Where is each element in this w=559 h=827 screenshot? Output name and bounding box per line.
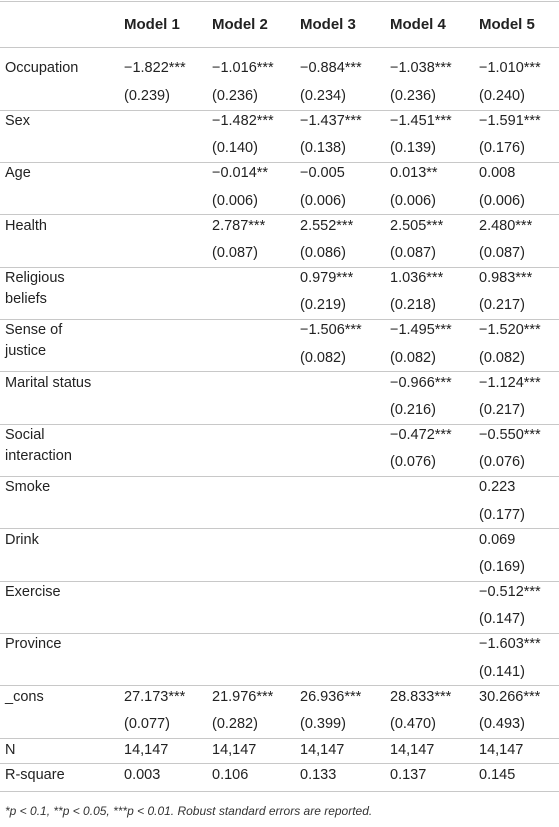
table-top-rule xyxy=(0,1,559,2)
column-header-model-3: Model 3 xyxy=(300,16,356,33)
row-divider xyxy=(0,685,559,686)
coef: 2.787*** xyxy=(212,218,266,234)
coef: 0.069 xyxy=(479,532,516,548)
coef: 0.979*** xyxy=(300,270,354,286)
row-label-occupation: Occupation xyxy=(5,60,79,76)
std-error: (0.087) xyxy=(479,245,525,261)
coef: −1.124*** xyxy=(479,375,541,391)
std-error: (0.216) xyxy=(390,402,436,418)
row-divider xyxy=(0,738,559,739)
column-header-model-1: Model 1 xyxy=(124,16,180,33)
coef: −0.884*** xyxy=(300,60,362,76)
std-error: (0.139) xyxy=(390,140,436,156)
coef: −1.451*** xyxy=(390,113,452,129)
coef: −1.591*** xyxy=(479,113,541,129)
std-error: (0.076) xyxy=(479,454,525,470)
std-error: (0.493) xyxy=(479,716,525,732)
std-error: (0.470) xyxy=(390,716,436,732)
coef: −1.038*** xyxy=(390,60,452,76)
std-error: (0.140) xyxy=(212,140,258,156)
coef: −1.016*** xyxy=(212,60,274,76)
header-rule xyxy=(0,47,559,48)
std-error: (0.138) xyxy=(300,140,346,156)
row-label-cons: _cons xyxy=(5,689,44,705)
stat-value: 0.133 xyxy=(300,767,337,783)
coef: 2.505*** xyxy=(390,218,444,234)
coef: −0.550*** xyxy=(479,427,541,443)
std-error: (0.147) xyxy=(479,611,525,627)
row-divider xyxy=(0,476,559,477)
std-error: (0.082) xyxy=(479,350,525,366)
column-header-model-4: Model 4 xyxy=(390,16,446,33)
coef: −1.603*** xyxy=(479,636,541,652)
std-error: (0.217) xyxy=(479,402,525,418)
std-error: (0.236) xyxy=(390,88,436,104)
coef: −0.014** xyxy=(212,165,269,181)
std-error: (0.077) xyxy=(124,716,170,732)
row-divider xyxy=(0,267,559,268)
row-label-religious-beliefs: Religious beliefs xyxy=(5,270,65,307)
coef: −0.512*** xyxy=(479,584,541,600)
row-divider xyxy=(0,162,559,163)
row-label-province: Province xyxy=(5,636,62,652)
row-label-sex: Sex xyxy=(5,113,30,129)
column-header-model-5: Model 5 xyxy=(479,16,535,33)
coef: −0.472*** xyxy=(390,427,452,443)
row-label-r-square: R-square xyxy=(5,767,65,783)
row-divider xyxy=(0,424,559,425)
stat-value: 0.137 xyxy=(390,767,427,783)
coef: −1.495*** xyxy=(390,322,452,338)
coef: 27.173*** xyxy=(124,689,186,705)
row-label-health: Health xyxy=(5,218,47,234)
coef: −1.520*** xyxy=(479,322,541,338)
coef: 2.552*** xyxy=(300,218,354,234)
std-error: (0.006) xyxy=(300,193,346,209)
std-error: (0.087) xyxy=(390,245,436,261)
std-error: (0.282) xyxy=(212,716,258,732)
std-error: (0.076) xyxy=(390,454,436,470)
row-label-drink: Drink xyxy=(5,532,39,548)
stat-value: 14,147 xyxy=(300,742,345,758)
table-footnote: *p < 0.1, **p < 0.05, ***p < 0.01. Robust standard errors are reported. xyxy=(5,804,373,818)
coef: 30.266*** xyxy=(479,689,541,705)
std-error: (0.006) xyxy=(479,193,525,209)
std-error: (0.236) xyxy=(212,88,258,104)
coef: 26.936*** xyxy=(300,689,362,705)
stat-value: 14,147 xyxy=(212,742,257,758)
row-divider xyxy=(0,110,559,111)
row-label-marital-status: Marital status xyxy=(5,375,92,391)
row-divider xyxy=(0,581,559,582)
row-divider xyxy=(0,214,559,215)
coef: 28.833*** xyxy=(390,689,452,705)
row-divider xyxy=(0,371,559,372)
stat-value: 14,147 xyxy=(124,742,169,758)
row-label-sense-of-justice: Sense of justice xyxy=(5,322,63,359)
std-error: (0.240) xyxy=(479,88,525,104)
coef: 1.036*** xyxy=(390,270,444,286)
std-error: (0.234) xyxy=(300,88,346,104)
row-label-n: N xyxy=(5,742,16,758)
column-header-model-2: Model 2 xyxy=(212,16,268,33)
std-error: (0.006) xyxy=(390,193,436,209)
coef: 0.008 xyxy=(479,165,516,181)
coef: −1.822*** xyxy=(124,60,186,76)
std-error: (0.219) xyxy=(300,297,346,313)
stat-value: 0.003 xyxy=(124,767,161,783)
coef: 2.480*** xyxy=(479,218,533,234)
coef: −0.005 xyxy=(300,165,345,181)
coef: 0.223 xyxy=(479,479,516,495)
std-error: (0.217) xyxy=(479,297,525,313)
stat-value: 14,147 xyxy=(390,742,435,758)
row-label-exercise: Exercise xyxy=(5,584,61,600)
coef: −1.482*** xyxy=(212,113,274,129)
row-divider xyxy=(0,528,559,529)
std-error: (0.177) xyxy=(479,507,525,523)
std-error: (0.006) xyxy=(212,193,258,209)
coef: 21.976*** xyxy=(212,689,274,705)
coef: 0.013** xyxy=(390,165,438,181)
row-label-social-interaction: Social interaction xyxy=(5,427,72,464)
std-error: (0.169) xyxy=(479,559,525,575)
row-divider xyxy=(0,319,559,320)
row-divider xyxy=(0,763,559,764)
std-error: (0.218) xyxy=(390,297,436,313)
std-error: (0.086) xyxy=(300,245,346,261)
stat-value: 0.145 xyxy=(479,767,516,783)
std-error: (0.141) xyxy=(479,664,525,680)
coef: 0.983*** xyxy=(479,270,533,286)
coef: −0.966*** xyxy=(390,375,452,391)
std-error: (0.082) xyxy=(390,350,436,366)
std-error: (0.087) xyxy=(212,245,258,261)
std-error: (0.176) xyxy=(479,140,525,156)
stat-value: 0.106 xyxy=(212,767,249,783)
row-label-age: Age xyxy=(5,165,31,181)
row-divider xyxy=(0,633,559,634)
table-bottom-rule xyxy=(0,791,559,792)
coef: −1.506*** xyxy=(300,322,362,338)
coef: −1.437*** xyxy=(300,113,362,129)
std-error: (0.399) xyxy=(300,716,346,732)
std-error: (0.239) xyxy=(124,88,170,104)
row-label-smoke: Smoke xyxy=(5,479,51,495)
std-error: (0.082) xyxy=(300,350,346,366)
stat-value: 14,147 xyxy=(479,742,524,758)
coef: −1.010*** xyxy=(479,60,541,76)
